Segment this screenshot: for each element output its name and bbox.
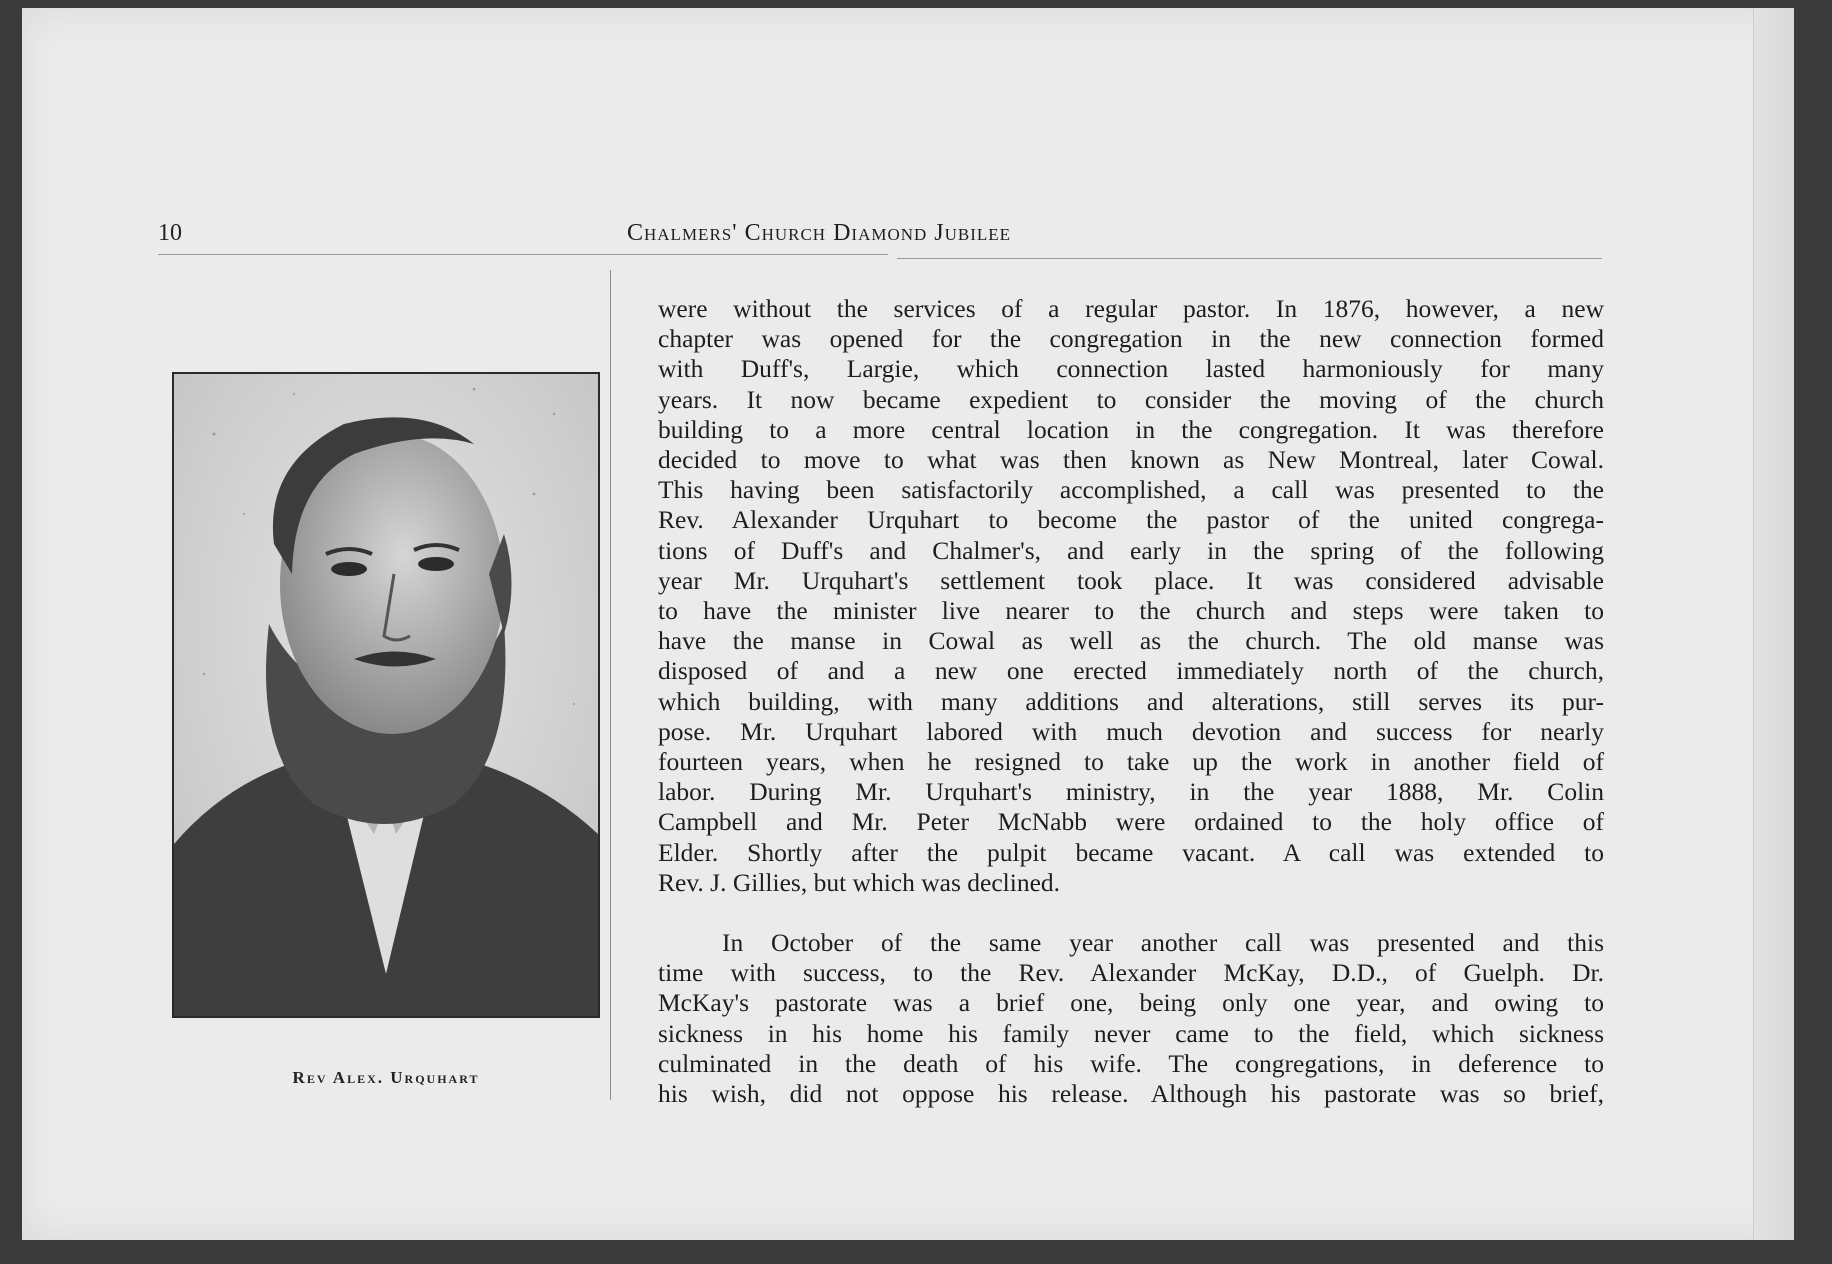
header-rule-left [158, 254, 888, 255]
body-paragraph-1 [658, 294, 1604, 898]
text-line: were without the services of a regular pastor. In 1876, however, a new [658, 294, 1604, 323]
text-line: his wish, did not oppose his release. Although his pastorate was so brief, [658, 1079, 1604, 1109]
scanned-page [22, 8, 1794, 1240]
page-number: 10 [158, 220, 182, 246]
text-line: disposed of and a new one erected immediately north of the church, [658, 656, 1604, 686]
header-rule-right [897, 258, 1602, 259]
column-divider [610, 270, 611, 1100]
text-line: time with success, to the Rev. Alexander McKay, D.D., of Guelph. Dr. [658, 958, 1604, 988]
text-line: This having been satisfactorily accomplished, a call was presented to the [658, 475, 1604, 505]
text-line: Rev. J. Gillies, but which was declined. [658, 867, 1061, 897]
text-line: Rev. Alexander Urquhart to become the pastor of the united congrega- [658, 505, 1604, 535]
text-line: fourteen years, when he resigned to take up the work in another field of [658, 747, 1604, 777]
text-line: Campbell and Mr. Peter McNabb were ordained to the holy office of [658, 807, 1604, 837]
text-line: have the manse in Cowal as well as the church. The old manse was [658, 626, 1604, 656]
text-line: labor. During Mr. Urquhart's ministry, in the year 1888, Mr. Colin [658, 777, 1604, 807]
text-line: building to a more central location in the congregation. It was therefore [658, 414, 1604, 444]
text-line: year Mr. Urquhart's settlement took place. It was considered advisable [658, 565, 1604, 595]
text-line: sickness in his home his family never came to the field, which sickness [658, 1018, 1604, 1048]
text-line: years. It now became expedient to consider the moving of the church [658, 384, 1604, 414]
figure-caption: Rev Alex. Urquhart [292, 1068, 480, 1087]
text-line-indented [658, 928, 1604, 958]
text-line: which building, with many additions and alterations, still serves its pur- [658, 686, 1604, 716]
text-line: tions of Duff's and Chalmer's, and early in the spring of the following [658, 535, 1604, 565]
page-edge [1753, 8, 1794, 1240]
text-line: chapter was opened for the congregation in the new connection formed [658, 324, 1604, 354]
portrait-photo [172, 372, 600, 1018]
text-line: pose. Mr. Urquhart labored with much devotion and success for nearly [658, 716, 1604, 746]
body-paragraph-2 [658, 928, 1604, 1109]
text-line: decided to move to what was then known as New Montreal, later Cowal. [658, 445, 1604, 475]
portrait-illustration [174, 374, 598, 1016]
text-line: In October of the same year another call was presented and this [722, 928, 1604, 957]
text-line: culminated in the death of his wife. The congregations, in deference to [658, 1048, 1604, 1078]
text-line: McKay's pastorate was a brief one, being only one year, and owing to [658, 988, 1604, 1018]
text-line: with Duff's, Largie, which connection lasted harmoniously for many [658, 354, 1604, 384]
text-line: Elder. Shortly after the pulpit became vacant. A call was extended to [658, 837, 1604, 867]
running-title: Chalmers' Church Diamond Jubilee [627, 220, 1012, 246]
text-line: to have the minister live nearer to the church and steps were taken to [658, 596, 1604, 626]
